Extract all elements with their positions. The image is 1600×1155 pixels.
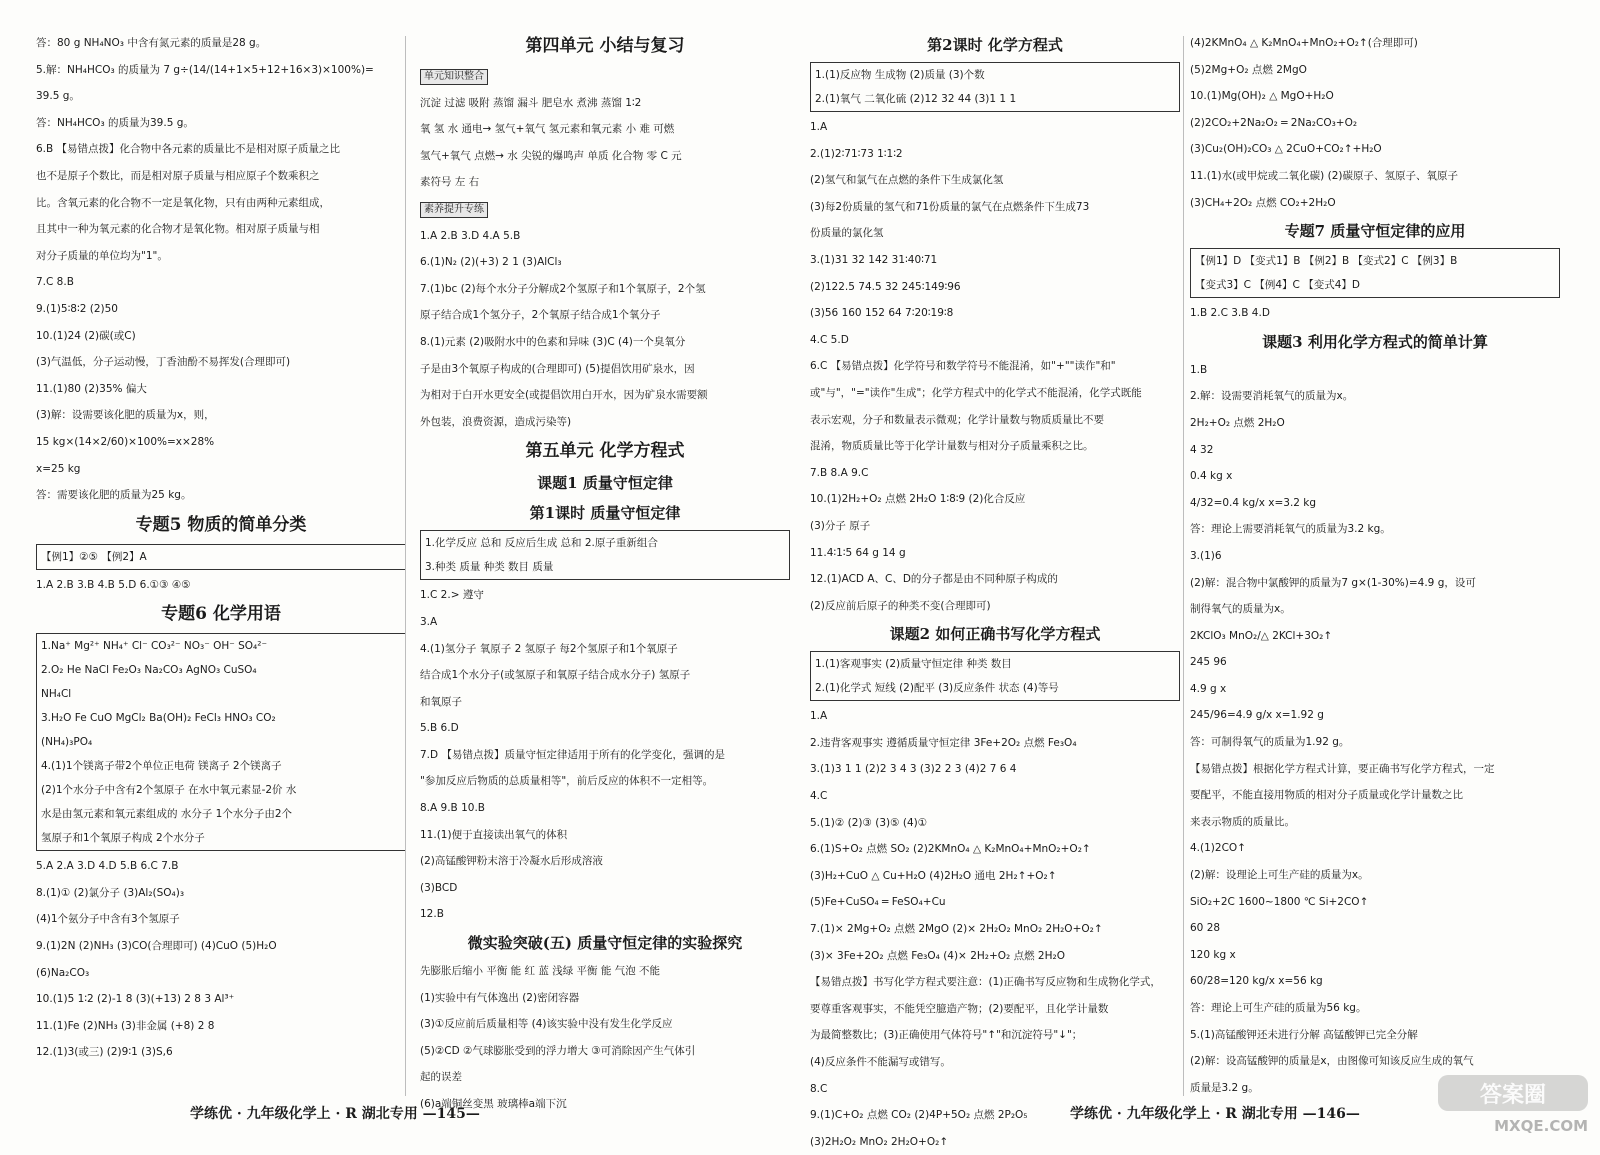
answer-line: 和氧原子 [420, 695, 462, 708]
answer-line: 答：可制得氧气的质量为1.92 g。 [1190, 736, 1350, 749]
answer-line: 39.5 g。 [36, 90, 80, 103]
answer-line: 【易错点拨】书写化学方程式要注意：(1)正确书写反应物和生成物化学式， [810, 976, 1161, 989]
answer-line: SiO₂+2C 1600~1800 ℃ Si+2CO↑ [1190, 895, 1369, 908]
box-line: 4.(1)1个镁离子带2个单位正电荷 镁离子 2个镁离子 [41, 760, 282, 773]
box-line: 1.化学反应 总和 反应后生成 总和 2.原子重新组合 [425, 537, 658, 550]
answer-line: (2)122.5 74.5 32 245∶149∶96 [810, 280, 961, 293]
answer-line: (2)解：设高锰酸钾的质量是x，由图像可知该反应生成的氧气 [1190, 1055, 1474, 1068]
answer-line: 5.(1)高锰酸钾还未进行分解 高锰酸钾已完全分解 [1190, 1028, 1418, 1041]
box-line: 1.(1)反应物 生成物 (2)质量 (3)个数 [815, 69, 985, 81]
answer-line: 8.(1)① (2)氯分子 (3)Al₂(SO₄)₃ [36, 886, 185, 899]
answer-line: (2)2CO₂+2Na₂O₂ ═ 2Na₂CO₃+O₂ [1190, 116, 1358, 129]
answer-line: 也不是原子个数比，而是相对原子质量与相应原子个数乘积之 [36, 169, 320, 182]
answer-line: (3)CH₄+2O₂ 点燃 CO₂+2H₂O [1190, 196, 1336, 209]
answer-line: 7.B 8.A 9.C [810, 466, 869, 479]
answer-line: (4)1个氨分子中含有3个氢原子 [36, 913, 180, 926]
answer-line: 7.C 8.B [36, 276, 74, 289]
answer-line: (3)H₂+CuO △ Cu+H₂O (4)2H₂O 通电 2H₂↑+O₂↑ [810, 869, 1057, 882]
answer-line: 4.C 5.D [810, 333, 849, 346]
answer-line: 来表示物质的质量比。 [1190, 815, 1295, 828]
answer-line: (5)Fe+CuSO₄ ═ FeSO₄+Cu [810, 896, 946, 909]
answer-line: 原子结合成1个氢分子，2个氧原子结合成1个氧分子 [420, 309, 661, 322]
lesson2-box [810, 651, 1180, 701]
knowledge-line: 氢气+氧气 点燃→ 水 尖锐的爆鸣声 单质 化合物 零 C 元 [420, 149, 682, 162]
answer-line: 4 32 [1190, 443, 1214, 456]
lesson3-title: 课题3 利用化学方程式的简单计算 [1262, 332, 1488, 351]
answer-line: 245/96=4.9 g/x x=1.92 g [1190, 709, 1324, 722]
answer-line: 245 96 [1190, 656, 1227, 669]
answer-line: 3.A [420, 615, 438, 628]
answer-line: 或"与"，"="读作"生成"；化学方程式中的化学式不能混淆，化学式既能 [810, 386, 1142, 399]
left-page [0, 0, 800, 1141]
topic6-title: 专题6 化学用语 [161, 604, 281, 625]
answer-line: 9.(1)C+O₂ 点燃 CO₂ (2)4P+5O₂ 点燃 2P₂O₅ [810, 1109, 1028, 1122]
answer-line: 3.(1)6 [1190, 549, 1222, 562]
box-line: (NH₄)₃PO₄ [41, 736, 93, 749]
answer-line: 结合成1个水分子(或氢原子和氧原子结合成水分子) 氢原子 [420, 669, 691, 682]
answer-line: 1.B [1190, 363, 1208, 376]
answer-line: 3.(1)3 1 1 (2)2 3 4 3 (3)2 2 3 (4)2 7 6 4 [810, 763, 1017, 776]
answer-line: (3)Cu₂(OH)₂CO₃ △ 2CuO+CO₂↑+H₂O [1190, 143, 1382, 156]
answer-line: 120 kg x [1190, 948, 1236, 961]
answer-line: 6.B 【易错点拨】化合物中各元素的质量比不是相对原子质量之比 [36, 143, 341, 156]
answer-line: (6)Na₂CO₃ [36, 966, 90, 979]
answer-line: 9.(1)5∶8∶2 (2)50 [36, 302, 118, 315]
topic7-answers: 1.B 2.C 3.B 4.D [1190, 307, 1270, 320]
answer-line: 比。含氧元素的化合物不一定是氧化物，只有由两种元素组成， [36, 196, 330, 209]
box-line: 【变式3】C 【例4】C 【变式4】D [1195, 279, 1360, 292]
answer-line: 4.C [810, 790, 828, 803]
answer-line: (3)气温低，分子运动慢，丁香油酚不易挥发(合理即可) [36, 356, 291, 369]
answer-line: 4.(1)2CO↑ [1190, 842, 1246, 855]
answer-line: 要尊重客观事实，不能凭空臆造产物；(2)要配平，且化学计量数 [810, 1002, 1109, 1015]
answer-line: 8.A 9.B 10.B [420, 802, 485, 815]
topic7-box [1190, 248, 1560, 298]
answer-line: 1.C 2.> 遵守 [420, 589, 484, 602]
box-line: 2.(1)氧气 二氧化硫 (2)12 32 44 (3)1 1 1 [815, 93, 1017, 105]
watermark-url: MXQE.COM [1494, 1117, 1588, 1135]
answer-line: "参加反应后物质的总质量相等"，前后反应的体积不一定相等。 [420, 775, 714, 788]
answer-line: (3)解：设需要该化肥的质量为x，则， [36, 409, 215, 422]
answer-line: 混淆，物质质量比等于化学计量数与相对分子质量乘积之比。 [810, 440, 1094, 453]
answer-line: 5.A 2.A 3.D 4.D 5.B 6.C 7.B [36, 860, 179, 873]
period2-box [810, 62, 1180, 112]
box-line: 1.(1)客观事实 (2)质量守恒定律 种类 数目 [815, 658, 1012, 671]
unit4-review-title: 第四单元 小结与复习 [525, 36, 685, 56]
answer-line: 为相对于白开水更安全(或提倡饮用白开水，因为矿泉水需要额 [420, 389, 708, 402]
answer-line: 12.(1)3(或三) (2)9∶1 (3)S,6 [36, 1046, 173, 1059]
knowledge-tag: 单元知识整合 [420, 69, 488, 85]
column-divider [405, 36, 406, 1096]
box-line: 3.H₂O Fe CuO MgCl₂ Ba(OH)₂ FeCl₃ HNO₃ CO₂ [41, 712, 276, 725]
answer-line: 2H₂+O₂ 点燃 2H₂O [1190, 416, 1285, 429]
answer-line: 11.(1)Fe (2)NH₃ (3)非金属 (+8) 2 8 [36, 1019, 215, 1032]
knowledge-line: 素符号 左 右 [420, 176, 480, 189]
answer-line: 份质量的氯化氢 [810, 227, 884, 240]
box-line: 2.(1)化学式 短线 (2)配平 (3)反应条件 状态 (4)等号 [815, 682, 1059, 695]
box-line: NH₄Cl [41, 688, 72, 701]
topic7-title: 专题7 质量守恒定律的应用 [1284, 222, 1466, 241]
answer-line: 要配平，不能直接用物质的相对分子质量或化学计量数之比 [1190, 789, 1463, 802]
answer-line: 2KClO₃ MnO₂/△ 2KCl+3O₂↑ [1190, 629, 1333, 642]
box-line: (2)1个水分子中含有2个氢原子 在水中氧元素显-2价 水 [41, 784, 297, 797]
answer-line: 制得氧气的质量为x。 [1190, 603, 1291, 616]
answer-line: 2.解：设需要消耗氧气的质量为x。 [1190, 390, 1354, 403]
answer-line: 6.(1)S+O₂ 点燃 SO₂ (2)2KMnO₄ △ K₂MnO₄+MnO₂+O₂↑ [810, 843, 1091, 856]
answer-line: 10.(1)Mg(OH)₂ △ MgO+H₂O [1190, 90, 1334, 103]
answer-line: 先膨胀后缩小 平衡 能 红 蓝 浅绿 平衡 能 气泡 不能 [420, 965, 661, 978]
box-line: 水是由氢元素和氧元素组成的 水分子 1个水分子由2个 [41, 808, 293, 821]
answer-line: 且其中一种为氧元素的化合物才是氧化物。相对原子质量与相 [36, 223, 320, 236]
right-column-1 [810, 30, 1180, 1148]
answer-line: (2)高锰酸钾粉末溶于冷凝水后形成溶液 [420, 855, 603, 868]
left-column-2 [420, 30, 790, 1110]
answer-line: 起的误差 [420, 1071, 462, 1084]
answer-line: 答：NH₄HCO₃ 的质量为39.5 g。 [36, 116, 194, 129]
answer-line: 答：理论上需要消耗氧气的质量为3.2 kg。 [1190, 523, 1391, 536]
answer-line: 为最简整数比；(3)正确使用气体符号"↑"和沉淀符号"↓"； [810, 1029, 1083, 1042]
answer-line: 质量是3.2 g。 [1190, 1081, 1259, 1094]
practice-tag: 素养提升专练 [420, 202, 488, 218]
box-line: 2.O₂ He NaCl Fe₂O₃ Na₂CO₃ AgNO₃ CuSO₄ [41, 664, 257, 677]
answer-line: (3)分子 原子 [810, 519, 871, 532]
answer-line: 1.A [810, 121, 828, 133]
answer-line: (2)解：设理论上可生产硅的质量为x。 [1190, 869, 1369, 882]
topic6-box [36, 633, 406, 851]
answer-line: 8.(1)元素 (2)吸附水中的色素和异味 (3)C (4)一个臭氧分 [420, 335, 686, 348]
answer-line: 11.(1)80 (2)35% 偏大 [36, 382, 147, 395]
answer-line: 4.9 g x [1190, 682, 1227, 695]
knowledge-line: 氧 氢 水 通电→ 氢气+氧气 氢元素和氧元素 小 难 可燃 [420, 123, 675, 136]
answer-line: (4)2KMnO₄ △ K₂MnO₄+MnO₂+O₂↑(合理即可) [1190, 37, 1418, 49]
answer-line: (5)2Mg+O₂ 点燃 2MgO [1190, 63, 1307, 76]
answer-line: 6.C 【易错点拨】化学符号和数学符号不能混淆，如"+""读作"和" [810, 360, 1116, 373]
answer-line: (3)①反应前后质量相等 (4)该实验中没有发生化学反应 [420, 1018, 673, 1031]
answer-line: 12.(1)ACD A、C、D的分子都是由不同种原子构成的 [810, 573, 1058, 586]
answer-line: 10.(1)2H₂+O₂ 点燃 2H₂O 1∶8∶9 (2)化合反应 [810, 493, 1026, 506]
right-page [800, 0, 1600, 1148]
answer-line: 6.(1)N₂ (2)(+3) 2 1 (3)AlCl₃ [420, 256, 562, 269]
answer-line: (6)a端铜丝变黑 玻璃棒a端下沉 [420, 1098, 567, 1110]
answer-line: 10.(1)24 (2)碳(或C) [36, 329, 136, 342]
page-footer-146: 学练优 · 九年级化学上 · R 湖北专用 —146— [1070, 1106, 1360, 1122]
answer-line: 11.(1)便于直接读出氧气的体积 [420, 828, 568, 841]
answer-line: (2)解：混合物中氯酸钾的质量为7 g×(1-30%)=4.9 g，设可 [1190, 576, 1476, 589]
column-divider [1183, 36, 1184, 1096]
topic5-title: 专题5 物质的简单分类 [135, 514, 307, 535]
topic5-box: 【例1】②⑤ 【例2】A [36, 544, 406, 570]
micro-experiment-title: 微实验突破(五) 质量守恒定律的实验探究 [467, 934, 743, 953]
answer-line: (2)反应前后原子的种类不变(合理即可) [810, 599, 991, 612]
answer-line: 对分子质量的单位均为"1"。 [36, 249, 168, 262]
answer-line: 9.(1)2N (2)NH₃ (3)CO(合理即可) (4)CuO (5)H₂O [36, 940, 277, 953]
box-line: 【例1】D 【变式1】B 【例2】B 【变式2】C 【例3】B [1195, 255, 1458, 268]
knowledge-line: 沉淀 过滤 吸附 蒸馏 漏斗 肥皂水 煮沸 蒸馏 1∶2 [420, 96, 642, 109]
answer-line: 60/28=120 kg/x x=56 kg [1190, 975, 1323, 988]
answer-line: 60 28 [1190, 922, 1221, 935]
answer-line: (1)实验中有气体逸出 (2)密闭容器 [420, 991, 580, 1004]
answer-line: 10.(1)5 1∶2 (2)-1 8 (3)(+13) 2 8 3 Al³⁺ [36, 993, 235, 1006]
period1-box [420, 530, 790, 580]
answer-line: (3)56 160 152 64 7∶20∶19∶8 [810, 307, 954, 320]
box-line: 1.Na⁺ Mg²⁺ NH₄⁺ Cl⁻ CO₃²⁻ NO₃⁻ OH⁻ SO₄²⁻ [41, 640, 268, 653]
answer-line: 2.违背客观事实 遵循质量守恒定律 3Fe+2O₂ 点燃 Fe₃O₄ [810, 736, 1077, 749]
answer-line: 答：理论上可生产硅的质量为56 kg。 [1190, 1002, 1367, 1014]
unit5-title: 第五单元 化学方程式 [525, 441, 685, 462]
answer-line: (4)反应条件不能漏写或错写。 [810, 1056, 951, 1068]
answer-line: 12.B [420, 908, 444, 921]
page-footer-145: 学练优 · 九年级化学上 · R 湖北专用 —145— [190, 1106, 480, 1122]
answer-line: 11.(1)水(或甲烷或二氧化碳) (2)碳原子、氢原子、氧原子 [1190, 169, 1458, 182]
answer-line: 7.D 【易错点拨】质量守恒定律适用于所有的化学变化，强调的是 [420, 748, 725, 761]
watermark-logo: 答案圈 [1438, 1075, 1588, 1111]
answer-line: (5)②CD ②气球膨胀受到的浮力增大 ③可消除因产生气体引 [420, 1044, 696, 1057]
answer-line: 答：需要该化肥的质量为25 kg。 [36, 489, 192, 502]
answer-line: (2)氢气和氯气在点燃的条件下生成氯化氢 [810, 174, 1004, 187]
topic5-answers: 1.A 2.B 3.B 4.B 5.D 6.①③ ④⑤ [36, 578, 191, 591]
answer-line: (3)× 3Fe+2O₂ 点燃 Fe₃O₄ (4)× 2H₂+O₂ 点燃 2H₂O [810, 949, 1065, 962]
lesson1-title: 课题1 质量守恒定律 [537, 474, 673, 493]
period1-title: 第1课时 质量守恒定律 [529, 504, 681, 523]
answer-line: 5.(1)② (2)③ (3)⑤ (4)① [810, 816, 928, 829]
answer-line: 2.(1)2∶71∶73 1∶1∶2 [810, 147, 903, 160]
watermark [1428, 1075, 1588, 1135]
answer-line: 子是由3个氧原子构成的(合理即可) (5)提倡饮用矿泉水，因 [420, 362, 695, 375]
answer-line: 表示宏观，分子和数量表示微观；化学计量数与物质质量比不要 [810, 413, 1104, 426]
answer-line: x=25 kg [36, 462, 81, 475]
answer-line: 3.(1)31 32 142 31∶40∶71 [810, 253, 938, 266]
box-line: 氢原子和1个氧原子构成 2个水分子 [41, 832, 205, 845]
answer-line: 7.(1)× 2Mg+O₂ 点燃 2MgO (2)× 2H₂O₂ MnO₂ 2H₂O+O₂↑ [810, 923, 1103, 936]
answer-line: 【易错点拨】根据化学方程式计算，要正确书写化学方程式，一定 [1190, 762, 1495, 775]
answer-line: 1.A 2.B 3.D 4.A 5.B [420, 229, 521, 242]
answer-line: 0.4 kg x [1190, 470, 1233, 483]
answer-line: 4/32=0.4 kg/x x=3.2 kg [1190, 496, 1317, 509]
answer-line: (3)每2份质量的氢气和71份质量的氯气在点燃条件下生成73 [810, 200, 1090, 213]
answer-line: 外包装，浪费资源，造成污染等) [420, 415, 572, 428]
answer-line: 5.解：NH₄HCO₃ 的质量为 7 g÷(14/(14+1×5+12+16×3)×100%)= [36, 63, 374, 76]
answer-line: 15 kg×(14×2/60)×100%=x×28% [36, 435, 215, 448]
answer-line: (3)2H₂O₂ MnO₂ 2H₂O+O₂↑ [810, 1135, 949, 1148]
right-column-2 [1190, 30, 1560, 1094]
left-column-1 [36, 30, 406, 1090]
answer-line: 11.4∶1∶5 64 g 14 g [810, 546, 906, 559]
answer-line: 答：80 g NH₄NO₃ 中含有氮元素的质量是28 g。 [36, 37, 267, 49]
answer-line: 4.(1)氢分子 氧原子 2 氢原子 每2个氢原子和1个氧原子 [420, 642, 678, 655]
answer-line: 8.C [810, 1082, 828, 1095]
lesson2-title: 课题2 如何正确书写化学方程式 [889, 625, 1101, 644]
box-line: 3.种类 质量 种类 数目 质量 [425, 561, 554, 574]
answer-line: 5.B 6.D [420, 722, 459, 735]
answer-line: (3)BCD [420, 881, 458, 894]
answer-line: 7.(1)bc (2)每个水分子分解成2个氢原子和1个氧原子，2个氢 [420, 282, 706, 295]
answer-line: 1.A [810, 710, 828, 723]
period2-title: 第2课时 化学方程式 [927, 36, 1063, 54]
